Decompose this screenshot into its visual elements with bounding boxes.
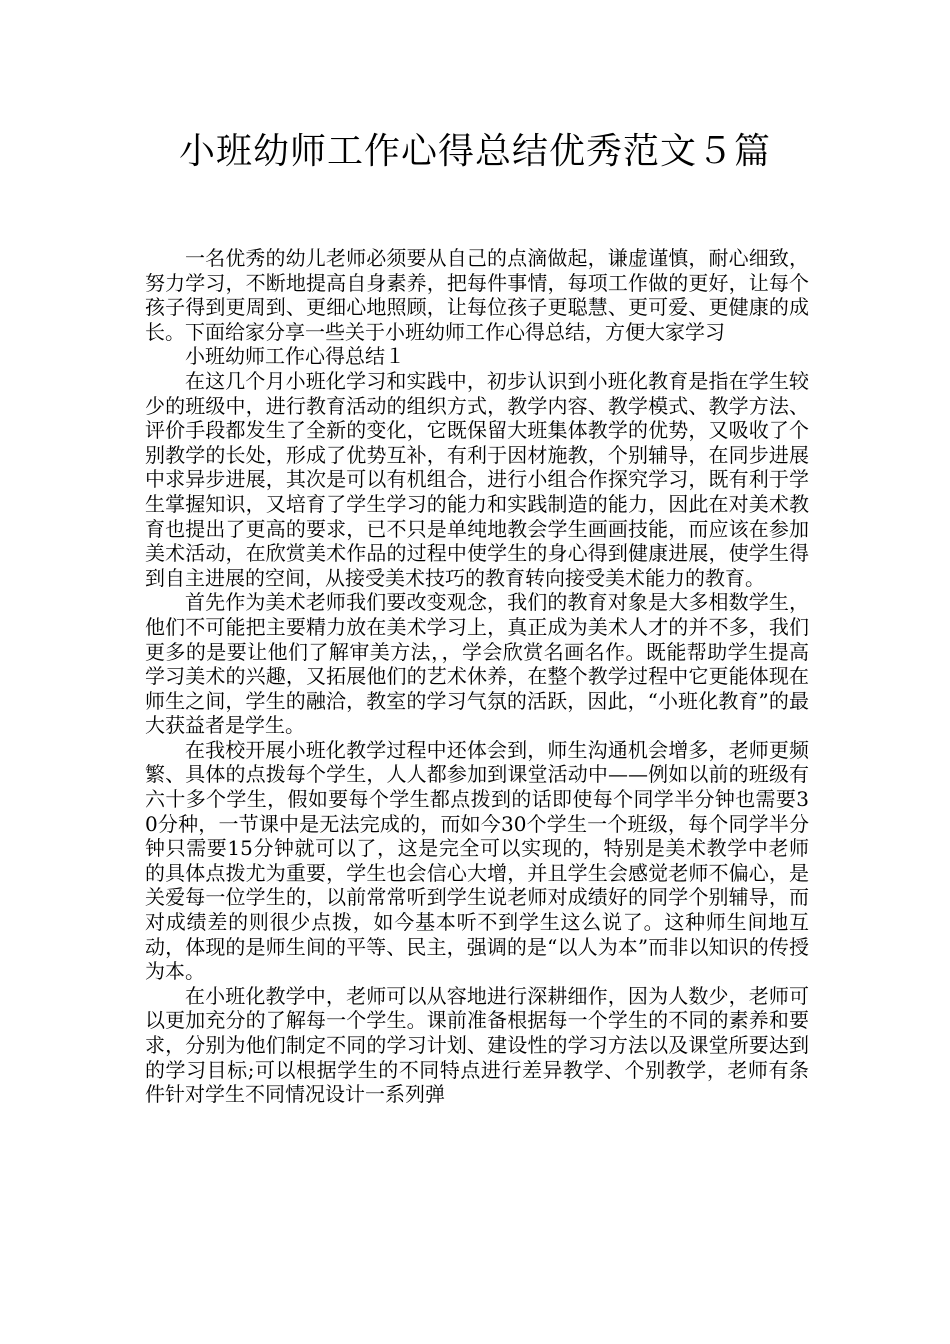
- section-heading: 小班幼师工作心得总结１: [185, 344, 405, 369]
- body-paragraph-2: 首先作为美术老师我们要改变观念，我们的教育对象是大多相数学生，他们不可能把主要精力放在美术学习上，真正成为美术人才的并不多，我们更多的是要让他们了解审美方法，，学会欣赏名画名作。既能帮助学生提高学习美术的兴趣，又拓展他们的艺术休养，在整个教学过程中它更能体现在师生之间，学生的融洽，教室的学习气氛的活跃，因此，“小班化教育”的最大获益者是学生。: [145, 590, 809, 738]
- intro-paragraph: 一名优秀的幼儿老师必须要从自己的点滴做起，谦虚谨慎，耐心细致，努力学习，不断地提高自身素养，把每件事情，每项工作做的更好，让每个孩子得到更周到、更细心地照顾，让每位孩子更聪慧、更可爱、更健康的成长。下面给家分享一些关于小班幼师工作心得总结，方便大家学习: [145, 246, 809, 344]
- document-body: [145, 246, 809, 1246]
- body-paragraph-4: 在小班化教学中，老师可以从容地进行深耕细作，因为人数少，老师可以更加充分的了解每一个学生。课前准备根据每一个学生的不同的素养和要求，分别为他们制定不同的学习计划、建设性的学习方法以及课堂所要达到的学习目标;可以根据学生的不同特点进行差异教学、个别教学，老师有条件针对学生不同情况设计一系列弹: [145, 983, 809, 1107]
- body-paragraph-3: 在我校开展小班化教学过程中还体会到，师生沟通机会增多，老师更频繁、具体的点拨每个学生，人人都参加到课堂活动中——例如以前的班级有六十多个学生，假如要每个学生都点拨到的话即使每个同学半分钟也需要30分种，一节课中是无法完成的，而如今30个学生一个班级，每个同学半分钟只需要15分钟就可以了，这是完全可以实现的，特别是美术教学中老师的具体点拨尤为重要，学生也会信心大增，并且学生会感觉老师不偏心，是关爱每一位学生的，以前常常听到学生说老师对成绩好的同学个别辅导，而对成绩差的则很少点拨，如今基本听不到学生这么说了。这种师生间地互动，体现的是师生间的平等、民主，强调的是“以人为本”而非以知识的传授为本。: [145, 737, 809, 984]
- document-title: 小班幼师工作心得总结优秀范文５篇: [178, 131, 771, 172]
- body-paragraph-1: 在这几个月小班化学习和实践中，初步认识到小班化教育是指在学生较少的班级中，进行教育活动的组织方式，教学内容、教学模式、教学方法、评价手段都发生了全新的变化，它既保留大班集体教学的优势，又吸收了个别教学的长处，形成了优势互补，有利于因材施教，个别辅导，在同步进展中求异步进展，其次是可以有机组合，进行小组合作探究学习，既有利于学生掌握知识，又培育了学生学习的能力和实践制造的能力，因此在对美术教育也提出了更高的要求，已不只是单纯地教会学生画画技能，而应该在参加美术活动，在欣赏美术作品的过程中使学生的身心得到健康进展，使学生得到自主进展的空间，从接受美术技巧的教育转向接受美术能力的教育。: [145, 368, 809, 590]
